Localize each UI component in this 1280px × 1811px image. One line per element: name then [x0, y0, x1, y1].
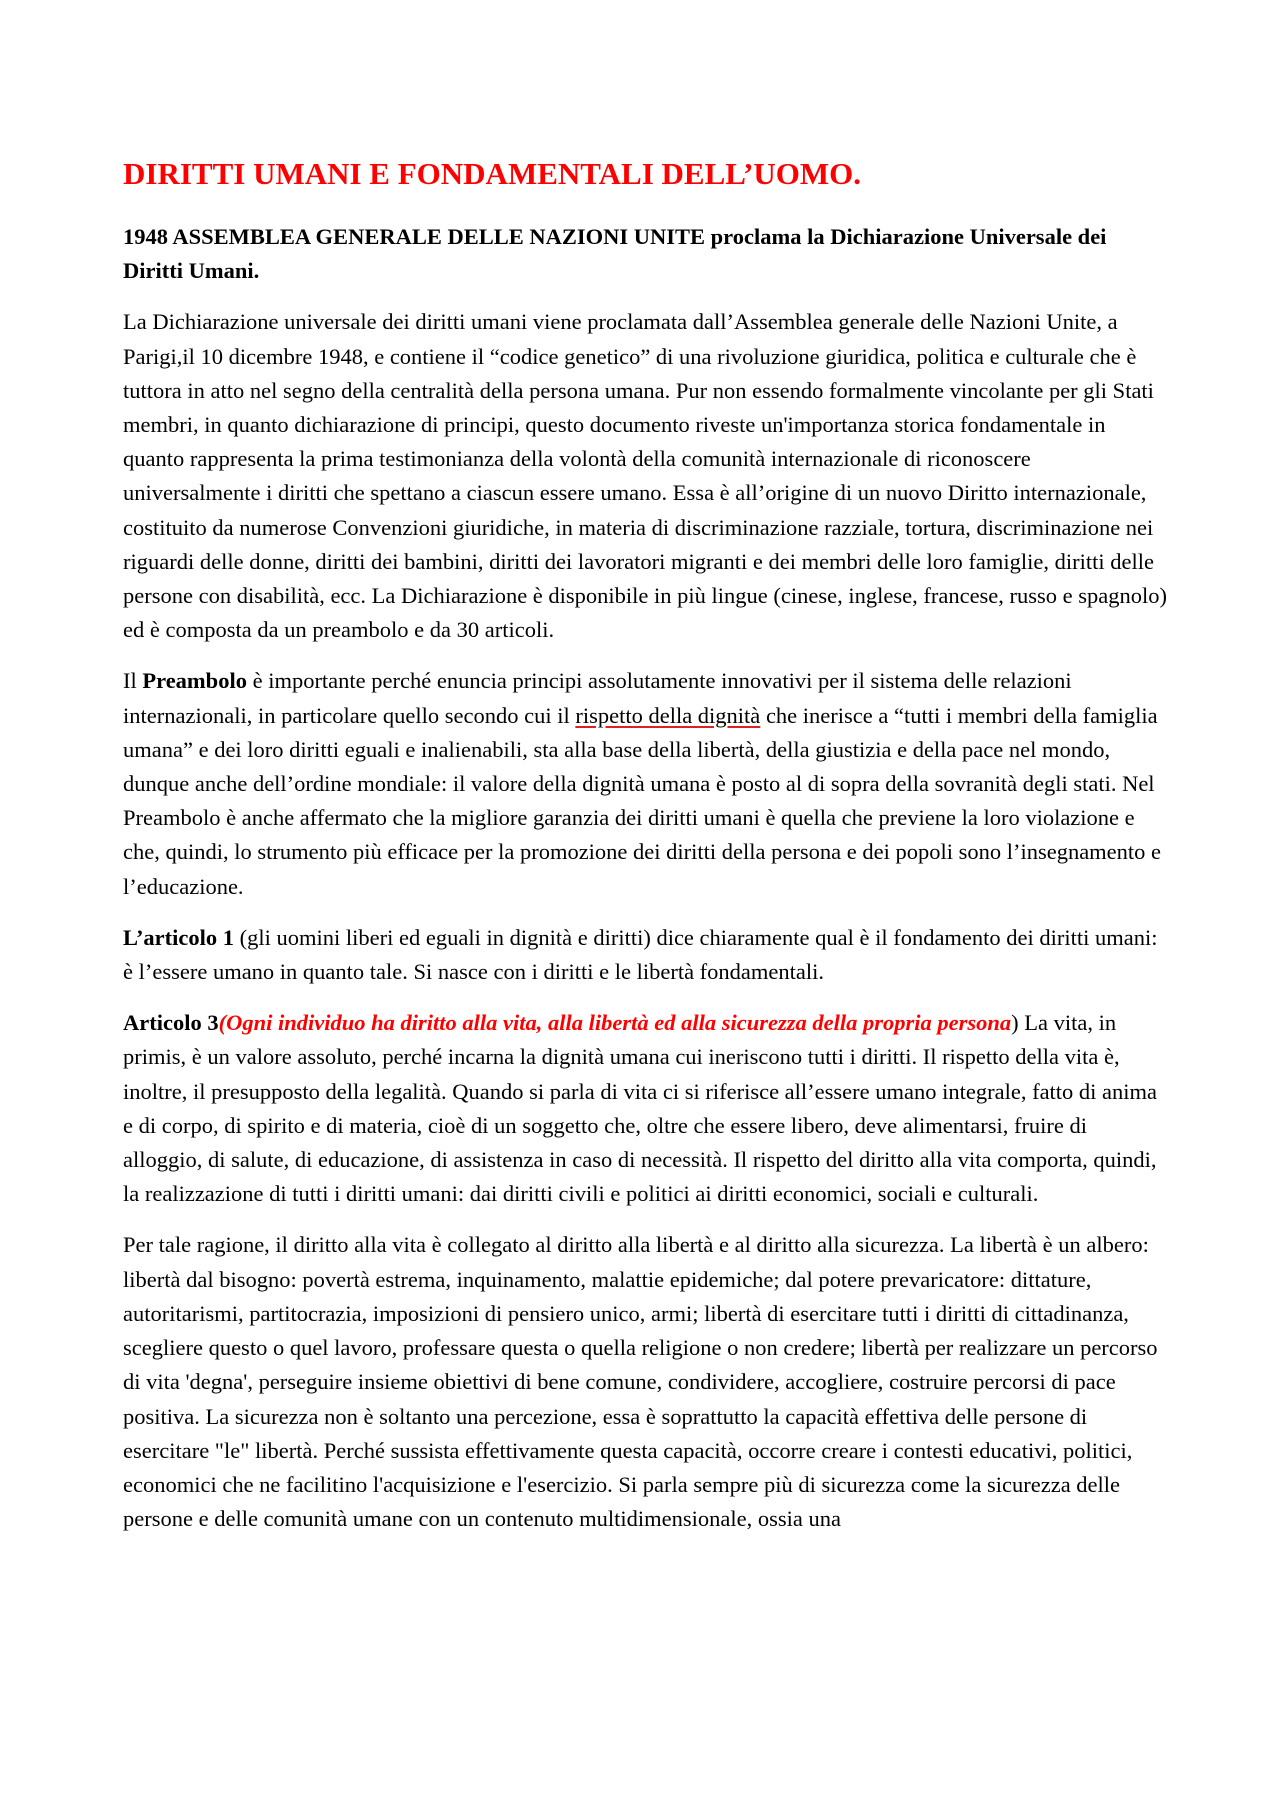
subtitle: 1948 ASSEMBLEA GENERALE DELLE NAZIONI UNITE proclama la Dichiarazione Universale dei Diritti Umani. — [123, 224, 1107, 284]
text-run: Il — [123, 668, 143, 694]
bold-term-articolo-3: Articolo 3 — [123, 1010, 219, 1036]
text-run: (gli uomini liberi ed eguali in dignità e diritti) dice chiaramente qual è il fondamento dei diritti umani: è l’essere umano in quanto tale. Si nasce con i diritti e le libertà fondamentali. — [123, 924, 1158, 985]
page-title: DIRITTI UMANI E FONDAMENTALI DELL’UOMO. — [123, 156, 862, 191]
underlined-phrase: rispetto della dignità — [575, 702, 761, 728]
paren-close: ) — [1011, 1010, 1019, 1036]
paragraph-articolo-3 — [123, 1006, 1170, 1211]
paragraph-preambolo — [123, 664, 1170, 903]
bold-term-articolo-1: L’articolo 1 — [123, 924, 235, 950]
paragraph-articolo-1 — [123, 921, 1170, 989]
paragraph-intro: La Dichiarazione universale dei diritti umani viene proclamata dall’Assemblea generale delle Nazioni Unite, a Parigi,il 10 dicembre 1948, e contiene il “codice genetico” di una rivoluzione giuridica, politica e culturale che è tuttora in atto nel segno della centralità della persona umana. Pur non essendo formalmente vincolante per gli Stati membri, in quanto dichiarazione di principi, questo documento riveste un'importanza storica fondamentale in quanto rappresenta la prima testimonianza della volontà della comunità internazionale di riconoscere universalmente i diritti che spettano a ciascun essere umano. Essa è all’origine di un nuovo Diritto internazionale, costituito da numerose Convenzioni giuridiche, in materia di discriminazione razziale, tortura, discriminazione nei riguardi delle donne, diritti dei bambini, diritti dei lavoratori migranti e dei membri delle loro famiglie, diritti delle persone con disabilità, ecc. La Dichiarazione è disponibile in più lingue (cinese, inglese, francese, russo e spagnolo) ed è composta da un preambolo e da 30 articoli. — [123, 309, 1168, 643]
article-3-quote: Ogni individuo ha diritto alla vita, alla libertà ed alla sicurezza della propria persona — [226, 1010, 1012, 1036]
text-run: che inerisce a “tutti i membri della famiglia umana” e dei loro diritti eguali e inalienabili, sta alla base della libertà, della giustizia e della pace nel mondo, dunque anche dell’ordine mondiale: il valore della dignità umana è posto al di sopra della sovranità degli stati. Nel Preambolo è anche affermato che la migliore garanzia dei diritti umani è quella che previene la loro violazione e che, quindi, lo strumento più efficace per la promozione dei diritti della persona e dei popoli sono l’insegnamento e l’educazione. — [123, 702, 1162, 899]
text-run: è importante perché enuncia principi assolutamente innovativi per il sistema delle relazioni internazionali, in particolare quello secondo cui il — [123, 668, 1072, 728]
text-run: La vita, in primis, è un valore assoluto, perché incarna la dignità umana cui ineriscono tutti i diritti. Il rispetto della vita è, inoltre, il presupposto della legalità. Quando si parla di vita ci si riferisce all’essere umano integrale, fatto di anima e di corpo, di spirito e di materia, cioè di un soggetto che, oltre che essere libero, deve alimentarsi, fruire di alloggio, di salute, di educazione, di assistenza in caso di necessità. Il rispetto del diritto alla vita comporta, quindi, la realizzazione di tutti i diritti umani: dai diritti civili e politici ai diritti economici, sociali e culturali. — [123, 1010, 1158, 1207]
paragraph-liberta-sicurezza: Per tale ragione, il diritto alla vita è collegato al diritto alla libertà e al diritto alla sicurezza. La libertà è un albero: libertà dal bisogno: povertà estrema, inquinamento, malattie epidemiche; dal potere prevaricatore: dittature, autoritarismi, partitocrazia, imposizioni di pensiero unico, armi; libertà di esercitare tutti i diritti di cittadinanza, scegliere questo o quel lavoro, professare questa o quella religione o non credere; libertà per realizzare un percorso di vita 'degna', perseguire insieme obiettivi di bene comune, condividere, accogliere, costruire percorsi di pace positiva. La sicurezza non è soltanto una percezione, essa è soprattutto la capacità effettiva delle persone di esercitare "le" libertà. Perché sussista effettivamente questa capacità, occorre creare i contesti educativi, politici, economici che ne facilitino l'acquisizione e l'esercizio. Si parla sempre più di sicurezza come la sicurezza delle persone e delle comunità umane con un contenuto multidimensionale, ossia una — [123, 1232, 1158, 1532]
paren-open: ( — [218, 1010, 227, 1036]
bold-term-preambolo: Preambolo — [142, 668, 247, 694]
